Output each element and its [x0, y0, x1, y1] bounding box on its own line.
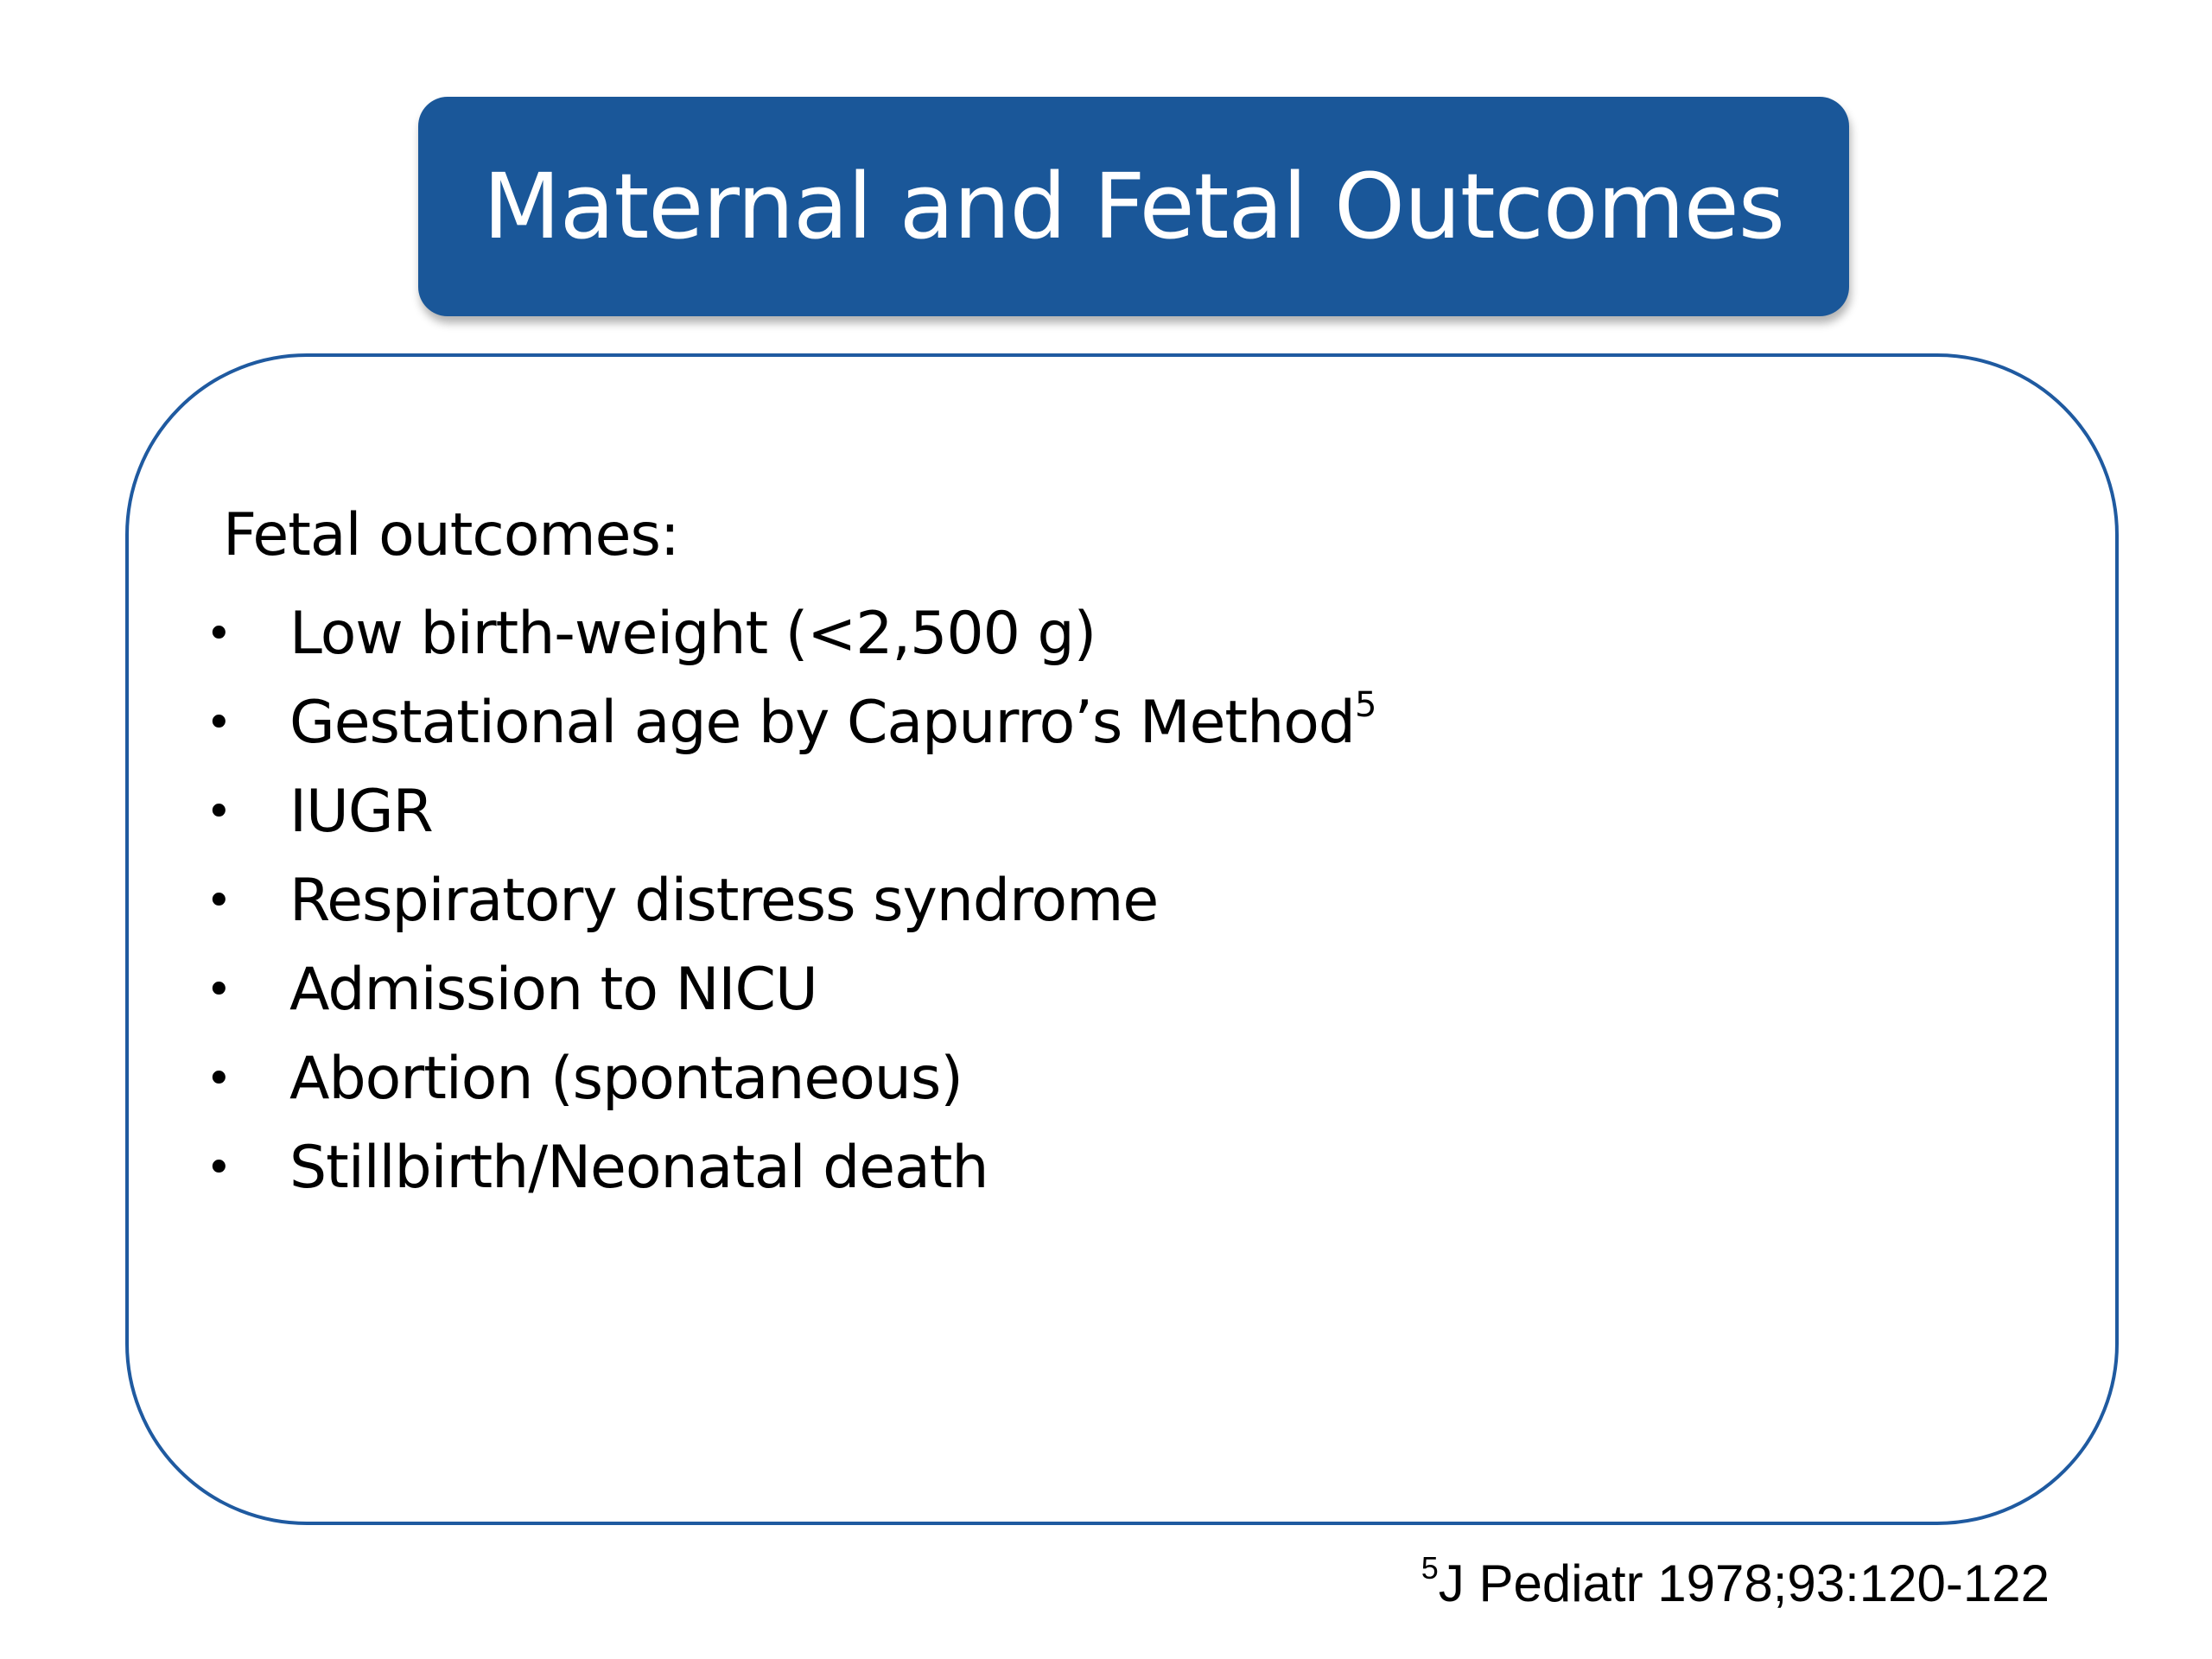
bullet-icon: •: [206, 785, 232, 838]
bullet-icon: •: [206, 1052, 232, 1105]
bullet-label: Stillbirth/Neonatal death: [289, 1134, 988, 1202]
footnote-citation: J Pediatr 1978;93:120-122: [1438, 1554, 2050, 1612]
bullet-label: Gestational age by Capurro’s Method: [289, 689, 1355, 757]
bullet-superscript: 5: [1354, 685, 1376, 725]
bullet-icon: •: [206, 1141, 232, 1194]
bullet-icon: •: [206, 607, 232, 660]
list-item: [199, 1034, 1376, 1123]
bullet-icon: •: [206, 963, 232, 1016]
bullet-list: [199, 589, 1376, 1212]
list-item: [199, 589, 1376, 678]
list-item: [199, 678, 1376, 767]
bullet-icon: •: [206, 874, 232, 927]
footnote: [1421, 1550, 2050, 1613]
list-item: [199, 856, 1376, 945]
bullet-label: IUGR: [289, 778, 433, 846]
footnote-marker: 5: [1421, 1550, 1439, 1586]
bullet-label: Respiratory distress syndrome: [289, 867, 1159, 935]
list-item: [199, 945, 1376, 1034]
bullet-label: Admission to NICU: [289, 956, 817, 1024]
list-item: [199, 767, 1376, 856]
bullet-icon: •: [206, 696, 232, 749]
slide-title: Maternal and Fetal Outcomes: [483, 154, 1784, 259]
title-banner: [418, 97, 1849, 316]
bullet-label: Low birth-weight (<2,500 g): [289, 600, 1096, 668]
section-heading: Fetal outcomes:: [223, 501, 679, 569]
bullet-label: Abortion (spontaneous): [289, 1045, 963, 1113]
list-item: [199, 1123, 1376, 1212]
